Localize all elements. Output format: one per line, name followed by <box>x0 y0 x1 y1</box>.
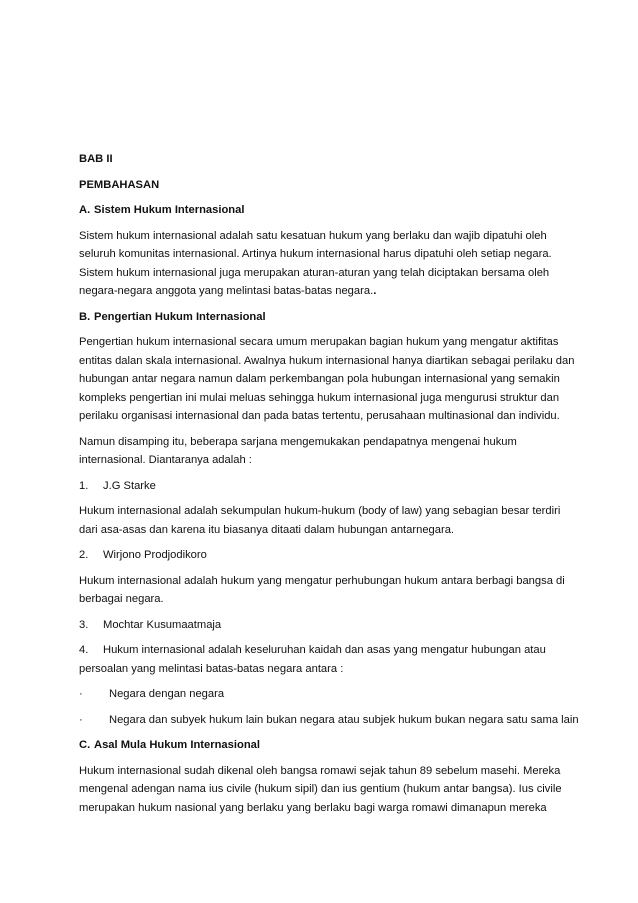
list-item-4-text: Hukum internasional adalah keseluruhan kaidah dan asas yang mengatur hubungan atau <box>103 644 546 656</box>
list-item-4 <box>79 641 579 660</box>
section-b-heading <box>79 308 579 327</box>
list-item-1 <box>79 477 579 496</box>
paragraph-line: Hukum internasional adalah hukum yang mengatur perhubungan hukum antara berbagi bangsa di <box>79 574 565 587</box>
section-a-heading <box>79 201 579 220</box>
list-item-2-number: 2. <box>79 549 89 561</box>
paragraph-line: Sistem hukum internasional adalah satu kesatuan hukum yang berlaku dan wajib dipatuhi oleh <box>79 229 547 242</box>
paragraph-line: Hukum internasional sudah dikenal oleh bangsa romawi sejak tahun 89 sebelum masehi. Mereka <box>79 764 561 777</box>
paragraph-line: persoalan yang melintasi batas-batas negara antara : <box>79 662 344 675</box>
paragraph-line: berbagai negara. <box>79 593 164 605</box>
list-item-3-number: 3. <box>79 618 89 631</box>
paragraph-line: perilaku organisasi internasional dan pada batas tertentu, perusahaan multinasional dan individu. <box>79 410 560 422</box>
bullet-text: Negara dengan negara <box>109 688 225 700</box>
section-b-title: Pengertian Hukum Internasional <box>94 310 266 323</box>
bullet-dot: · <box>79 713 83 726</box>
section-a-number: A. <box>79 204 91 216</box>
paragraph-line: Hukum internasional adalah sekumpulan hukum-hukum (body of law) yang sebagian besar terdiri <box>79 505 561 517</box>
chapter-title: PEMBAHASAN <box>79 178 160 191</box>
paragraph-line: merupakan hukum nasional yang berlaku yang berlaku bagi warga romawi dimanapun mereka <box>79 801 547 814</box>
bullet-text: Negara dan subyek hukum lain bukan negara atau subjek hukum bukan negara satu sama lain <box>109 713 579 726</box>
list-item-1-number: 1. <box>79 479 89 492</box>
bullet-dot: · <box>79 688 83 700</box>
list-item-3-name: Mochtar Kusumaatmaja <box>103 618 222 631</box>
paragraph-line: seluruh komunitas internasional. Artinya hukum internasional harus dipatuhi oleh setiap negara. <box>79 248 552 260</box>
paragraph-line: Namun disamping itu, beberapa sarjana mengemukakan pendapatnya mengenai hukum <box>79 435 517 448</box>
paragraph-line: entitas dalan skala internasional. Awalnya hukum internasional hanya diartikan sebagai perilaku dan <box>79 354 575 367</box>
section-a-title: Sistem Hukum Internasional <box>94 204 245 216</box>
paragraph-line: internasional. Diantaranya adalah : <box>79 454 252 466</box>
section-c-title: Asal Mula Hukum Internasional <box>94 739 260 751</box>
paragraph-line: dari asa-asas dan karena itu biasanya ditaati dalam hubungan antarnegara. <box>79 523 455 536</box>
bullet-item <box>79 711 579 730</box>
paragraph-line: hubungan antar negara namun dalam perkembangan pola hubungan internasional yang semakin <box>79 373 560 385</box>
chapter-label: BAB II <box>79 153 113 165</box>
paragraph-line: Pengertian hukum internasional secara umum merupakan bagian hukum yang mengatur aktifitas <box>79 336 559 348</box>
section-c-heading <box>79 736 579 755</box>
paragraph-line-text: negara-negara anggota yang melintasi batas-batas negara. <box>79 285 374 297</box>
section-b-number: B. <box>79 310 91 323</box>
list-item-4-number: 4. <box>79 644 89 656</box>
list-item-2 <box>79 546 579 565</box>
paragraph-line: mengenal adengan nama ius civile (hukum sipil) dan ius gentium (hukum antar bangsa). Ius civile <box>79 783 562 795</box>
bullet-item <box>79 685 579 704</box>
list-item-3 <box>79 616 579 635</box>
paragraph-line: kompleks pengertian ini mulai meluas sehingga hukum internasional juga mengurusi struktur dan <box>79 391 560 404</box>
paragraph-line: negara-negara anggota yang melintasi batas-batas negara.. <box>79 285 377 297</box>
section-c-number: C. <box>79 739 91 751</box>
list-item-1-name: J.G Starke <box>103 479 156 492</box>
paragraph-line: Sistem hukum internasional juga merupakan aturan-aturan yang telah diciptakan bersama oleh <box>79 266 550 279</box>
list-item-2-name: Wirjono Prodjodikoro <box>103 549 207 561</box>
document-body <box>79 150 579 817</box>
